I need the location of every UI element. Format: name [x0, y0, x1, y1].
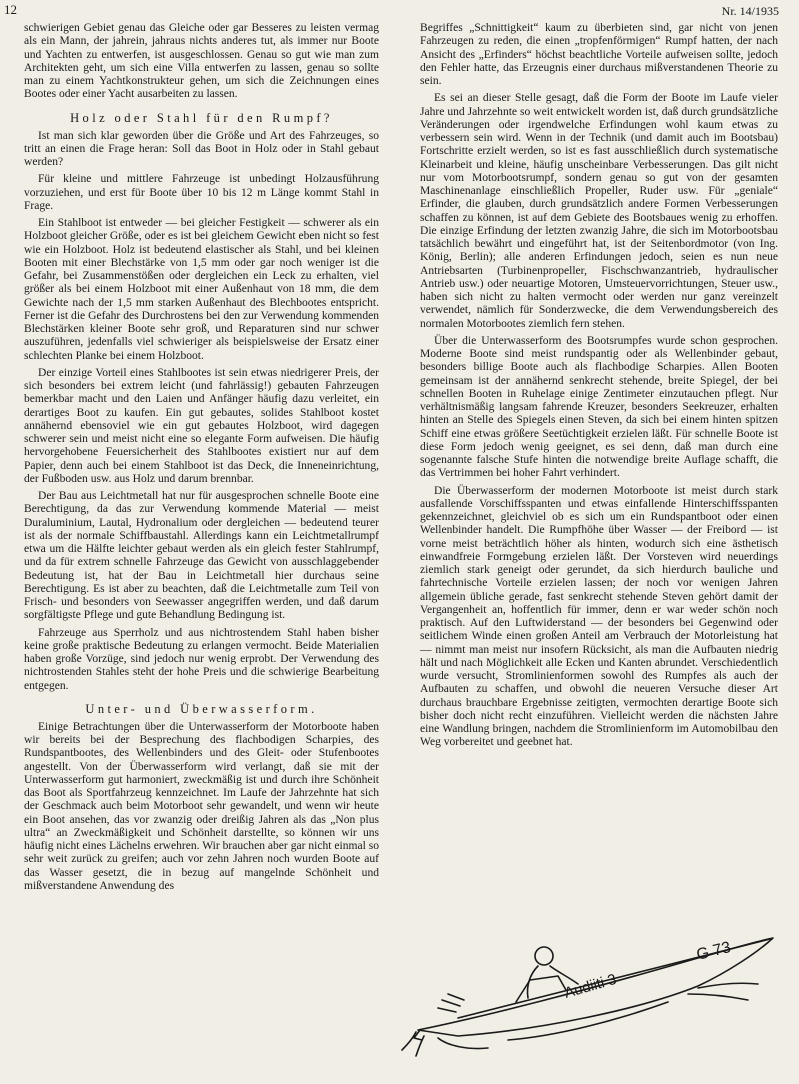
paragraph: Fahrzeuge aus Sperrholz und aus nichtrostendem Stahl haben bisher keine große praktische Bedeutung zu erlangen vermocht. Beide Materialien haben große Vorzüge, sind jedoch nur wenig erprobt. Der Verwendung des nichtrostenden Stahles steht der hohe Preis und die schwierige Bearbeitung entgegen.	[24, 626, 379, 692]
engine-exhaust	[438, 994, 464, 1012]
hull-name-label: Audiiti 3	[562, 970, 619, 1002]
paragraph: Begriffes „Schnittigkeit“ kaum zu überbieten sind, gar nicht von jenen Fahrzeugen zu reden, die einen „tropfenförmigen“ Rumpf hatten, der nach Ansicht des „Erfinders“ höchst beachtliche Vorteile aufweisen sollte, jedoch den Fehler hatte, das Erzeugnis einer durchaus mißverstandenen Theorie zu sein.	[420, 22, 778, 87]
right-column	[420, 22, 778, 754]
paragraph: Ist man sich klar geworden über die Größe und Art des Fahrzeuges, so tritt an einen die Frage heran: Soll das Boot in Holz oder in Stahl gebaut werden?	[24, 129, 379, 168]
page-number: 12	[4, 2, 17, 17]
wake-spray	[402, 1002, 668, 1056]
paragraph: Über die Unterwasserform des Bootsrumpfes wurde schon gesprochen. Moderne Boote sind meist rundspantig oder als Wellenbinder gebaut, besonders billige Boote auch als flachbodige Scharpies. Allen Booten gemeinsam ist der annähernd senkrecht stehende, breite Spiegel, der bei schnellen Booten in Ruhelage einige Zentimeter einzutauchen pflegt. Nur verhältnismäßig langsam fahrende Kreuzer, besonders Seekreuzer, erhalten hinten an Stelle des Spiegels einen Steven, da sich bei einem hinten spitzen Schiff eine etwas größere Seetüchtigkeit erzielen läßt. Für schnelle Boote ist diese Form jedoch wenig geeignet, es sei denn, daß man durch eine sogenannte falsche Stufe hinten die notwendige breite Auflage schafft, die das Vertrimmen bei hoher Fahrt verhindert.	[420, 334, 778, 480]
section-heading-hull-form: Unter- und Überwasserform.	[85, 701, 318, 716]
bow-number-label: G 73	[694, 938, 733, 964]
issue-number: Nr. 14/1935	[721, 4, 779, 18]
paragraph: Der einzige Vorteil eines Stahlbootes ist sein etwas niedrigerer Preis, der sich besonders bei extrem leicht (und fahrlässig!) gebauten Fahrzeugen bemerkbar macht und den Laien und Anfänger häufig dazu verleitet, ein derartiges Boot zu kaufen. Ein gut gebautes, solides Stahlboot kostet annähernd ebensoviel wie ein gut gebautes Holzboot, wird dagegen schwerer sein und meist nicht eine so elegante Form aufweisen. Die häufig hervorgehobene Feuersicherheit des Stahlbootes existiert nur auf dem Papier, denn auch bei einem Stahlboot ist das Deck, die Inneneinrichtung, der Fußboden usw. aus Holz und darum brennbar.	[24, 366, 379, 485]
left-column	[24, 22, 379, 897]
paragraph: Einige Betrachtungen über die Unterwasserform der Motorboote haben wir bereits bei der Besprechung des flachbodigen Scharpies, des Rundspantbootes, des Wellenbinders und des Gleit- oder Stufenbootes angestellt. Von der Überwasserform wird verlangt, daß sie mit der Unterwasserform gut harmoniert, zweckmäßig ist und durch ihre Schönheit das Boot als Sportfahrzeug kennzeichnet. Im Laufe der Jahrzehnte hat sich der Geschmack auch beim Motorboot sehr gewandelt, und wenn wir heute ein Boot ansehen, das vor zwanzig oder dreißig Jahren als das „Non plus ultra“ an Zweckmäßigkeit und Schönheit darstellte, so können wir uns häufig nicht eines Lächelns erwehren. Wir brauchen aber gar nicht einmal so sehr weit zurück zu greifen; auch vor zehn Jahren noch wurden Boote auf das Wasser gesetzt, die in bezug auf mangelnde Schönheit und mißverstandene Anwendung des	[24, 720, 379, 892]
boat-windscreen	[516, 976, 566, 1002]
speedboat-illustration	[398, 890, 788, 1060]
paragraph: schwierigen Gebiet genau das Gleiche oder gar Besseres zu leisten vermag als ein Mann, der jahrein, jahraus nichts anderes tut, als immer nur Boote und Yachten zu entwerfen, ist ausgeschlossen. Genau so gut wie man zum Architekten geht, um sich eine Villa entwerfen zu lassen, genau so sollte man zu einem Yachtkonstrukteur gehen, um sich die Zeichnungen eines Bootes oder einer Yacht ausarbeiten zu lassen.	[24, 22, 379, 101]
driver-head	[535, 947, 553, 965]
paragraph: Ein Stahlboot ist entweder — bei gleicher Festigkeit — schwerer als ein Holzboot gleicher Größe, oder es ist bei gleichem Gewicht eben nicht so fest wie ein Holzboot. Holz ist bedeutend elastischer als Stahl, und bei kleinen Booten mit einer Blechstärke von 1,5 mm oder gar noch weniger ist die Gefahr, bei Zusammenstößen oder dergleichen ein Leck zu erhalten, viel größer als bei einem Holzboot mit einer Außenhaut von 18 mm, die dem Gewichte nach der 1,5 mm starken Außenhaut des Blechbootes entspricht. Ferner ist die Gefahr des Durchrostens bei den zur Verwendung kommenden Blechstärken kleiner Boote sehr groß, und Reparaturen sind nur schwer auszuführen, jedenfalls viel schwieriger als beispielsweise der Ersatz einer schlechten Planke bei einem Holzboot.	[24, 217, 379, 362]
section-heading-hull-material: Holz oder Stahl für den Rumpf?	[70, 110, 333, 125]
paragraph: Die Überwasserform der modernen Motorboote ist meist durch stark ausfallende Vorschiffsspanten und etwas einfallende Hinterschiffsspanten gekennzeichnet, gleichviel ob es sich um ein Rundspantboot oder einen Wellenbinder handelt. Die Rumpfhöhe über Wasser — der Freibord — ist vorne meist beträchtlich höher als hinten, wodurch sich eine ästhetisch einwandfreie Formgebung erzielen läßt. Der Vorsteven wird neuerdings ziemlich stark geneigt oder gerundet, da sich hierdurch bauliche und fahrtechnische Vorteile erzielen lassen; der noch vor wenigen Jahren allgemein übliche gerade, fast senkrecht stehende Steven gehört damit der Vergangenheit an, hoffentlich für immer, denn er war weder schön noch praktisch. Auf den Luftwiderstand — der besonders bei Gegenwind oder seitlichem Winde einen großen Anteil am Verbrauch der Motorleistung hat — nimmt man meist nur insofern Rücksicht, als man die Aufbauten niedrig hält und nach Möglichkeit alle Ecken und Kanten abrundet. Verschiedentlich wurde versucht, Stromlinienformen sowohl des Rumpfes als auch der Aufbauten zu schaffen, und obwohl die neueren Versuche dieser Art durchaus brauchbare Ergebnisse zeitigten, vermochten derartige Boote sich bisher doch nicht recht einzuführen. Vielleicht werden die nächsten Jahre eine Wandlung bringen, nachdem die Stromlinienform im Automobilbau den Weg vorbereitet und geebnet hat.	[420, 484, 778, 749]
paragraph: Es sei an dieser Stelle gesagt, daß die Form der Boote im Laufe vieler Jahre und Jahrzehnte so weit entwickelt worden ist, daß durch grundsätzliche Veränderungen oder irgendwelche Erfindungen wohl kaum etwas zu verbessern sein wird. Wenn in der Technik (und damit auch im Bootsbau) Fortschritte erzielt werden, so ist es fast ausschließlich durch systematische Kleinarbeit und kleine, häufig unscheinbare Verbesserungen. Das gilt nicht nur vom Motorbootsrumpf, sondern genau so gut von der gesamten Maschinenanlage einschließlich Propeller, Ruder usw. Für „geniale“ Erfinder, die glauben, durch grundsätzlich andere Formen Verbesserungen schaffen zu können, ist auf dem Gebiete des Bootsbaues wenig zu erhoffen. Die einzige Erfindung der letzten zwanzig Jahre, die sich im Motorbootsbau tatsächlich bewährt und eingeführt hat, ist der Seitenbordmotor (von Ing. König, Berlin); alle anderen Erfindungen jedoch, seien es nun neue Antriebsarten (Turbinenpropeller, Fischschwanzantrieb, hydraulischer Antrieb usw.) oder neuartige Motoren, Umsteuervorrichtungen, Steuer usw., haben sich nicht zu halten vermocht oder werden nur ganz vereinzelt verwendet, nämlich für Sonderzwecke, die dem Verwendungsbereich des normalen Motorbootes ziemlich fern stehen.	[420, 92, 778, 330]
paragraph: Für kleine und mittlere Fahrzeuge ist unbedingt Holzausführung vorzuziehen, und erst für Boote über 10 bis 12 m Länge kommt Stahl in Frage.	[24, 173, 379, 212]
paragraph: Der Bau aus Leichtmetall hat nur für ausgesprochen schnelle Boote eine Berechtigung, da das zur Verwendung kommende Material — meist Duraluminium, Lautal, Hydronalium oder dergleichen — bedeutend teurer ist als der normale Schiffbaustahl. Allerdings kann ein Leichtmetallrumpf etwa um die Hälfte leichter gebaut werden als ein gleich fester Stahlrumpf, und da für extrem schnelle Fahrzeuge das Gewicht von ausschlaggebender Bedeutung ist, hat der Bau in Leichtmetall hier durchaus seine Berechtigung. Es ist aber zu beachten, daß die Leichtmetalle zum Teil von Frisch- und besonders von Seewasser angegriffen werden, und daß darum sorgfältigste Pflege und gute Behandlung Bedingung ist.	[24, 490, 379, 622]
